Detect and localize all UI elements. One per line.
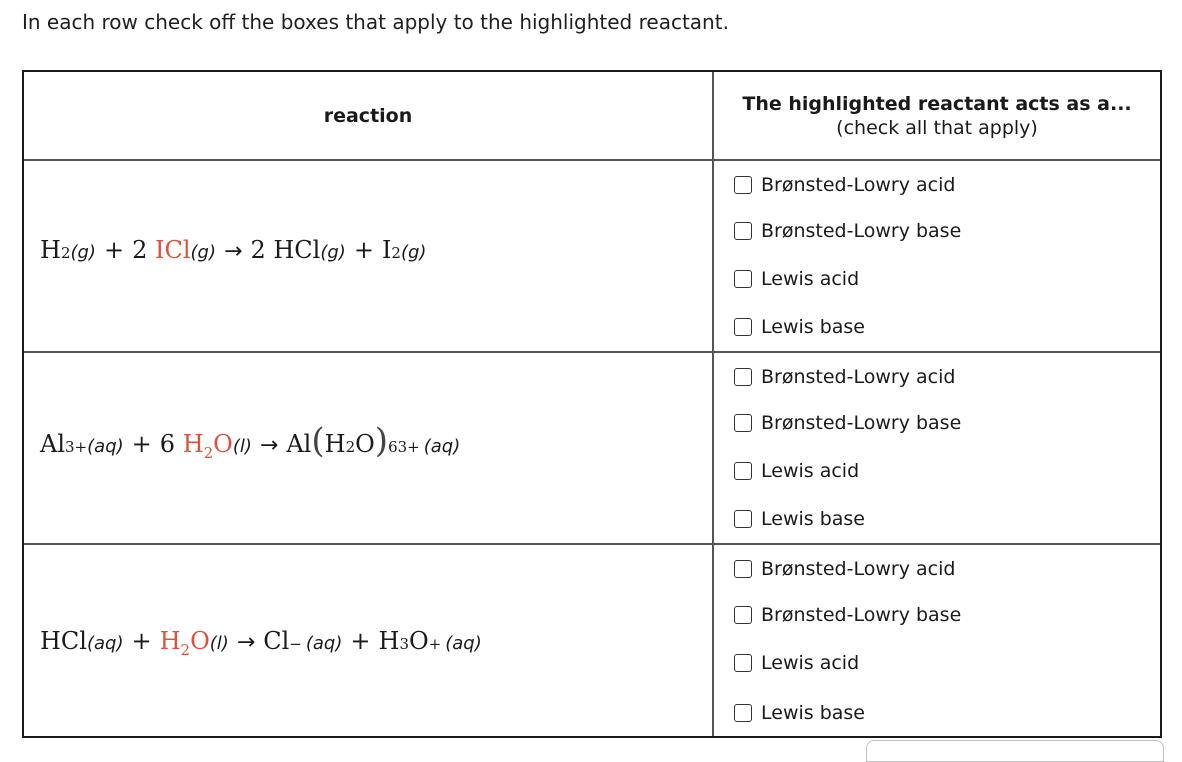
highlighted-reactant [182, 430, 233, 462]
formula-o: O [190, 627, 210, 655]
option-label: Lewis acid [761, 268, 860, 290]
option-lewis-acid[interactable] [734, 266, 859, 292]
plus: + [353, 236, 374, 264]
state: (aq) [305, 633, 343, 654]
option-label: Lewis acid [761, 460, 860, 482]
option-label: Lewis base [761, 316, 865, 338]
option-label: Brønsted-Lowry acid [761, 174, 956, 196]
coefficient: 2 [132, 236, 148, 264]
formula-cl: Cl [263, 627, 290, 655]
row-divider [24, 543, 1160, 545]
state: (g) [70, 242, 96, 263]
checkbox[interactable] [734, 368, 752, 386]
coefficient: 6 [159, 430, 176, 458]
option-label: Brønsted-Lowry base [761, 412, 962, 434]
checkbox[interactable] [734, 560, 752, 578]
formula-h: H [159, 627, 181, 655]
option-bronsted-base[interactable] [734, 218, 961, 244]
state: (aq) [445, 633, 482, 654]
checkbox[interactable] [734, 270, 752, 288]
state: (aq) [423, 436, 461, 457]
row-divider [24, 159, 1160, 161]
option-bronsted-base[interactable] [734, 602, 961, 628]
formula-o: O [213, 430, 233, 458]
option-label: Brønsted-Lowry acid [761, 558, 956, 580]
checkbox[interactable] [734, 510, 752, 528]
option-bronsted-acid[interactable] [734, 172, 955, 198]
formula-hcl: HCl [40, 627, 87, 655]
state: (l) [232, 436, 252, 457]
state: (aq) [87, 436, 124, 457]
instruction-text: In each row check off the boxes that apply to the highlighted reactant. [22, 10, 729, 34]
column-divider [712, 72, 714, 736]
formula-al: Al [40, 430, 66, 458]
reaction-table [22, 70, 1162, 738]
option-label: Brønsted-Lowry base [761, 604, 962, 626]
state: (aq) [86, 633, 124, 654]
reaction-arrow: → [236, 630, 256, 655]
formula-o: O [355, 430, 375, 458]
formula-h: H [40, 236, 61, 264]
subscript: 2 [203, 444, 214, 462]
bottom-panel-tab[interactable] [866, 740, 1164, 762]
header-reaction: reaction [323, 104, 413, 127]
option-lewis-base[interactable] [734, 700, 865, 726]
option-bronsted-base[interactable] [734, 410, 961, 436]
header-check-all: (check all that apply) [836, 116, 1038, 139]
row-divider [24, 351, 1160, 353]
header-acts-as-title: The highlighted reactant acts as a... [742, 92, 1132, 115]
formula-h: H [324, 430, 346, 458]
reaction-equation-1: H 2 (g) + 2 ICl (g) → 2 HCl (g) + I 2 (g) [40, 236, 427, 264]
plus: + [131, 430, 152, 458]
highlighted-reactant [159, 627, 210, 659]
checkbox[interactable] [734, 414, 752, 432]
checkbox[interactable] [734, 176, 752, 194]
subscript: 2 [180, 641, 191, 659]
option-lewis-base[interactable] [734, 506, 865, 532]
highlighted-reactant: ICl [155, 236, 191, 264]
option-label: Lewis base [761, 508, 865, 530]
state: (l) [209, 633, 229, 654]
formula-o: O [408, 627, 429, 655]
option-label: Brønsted-Lowry base [761, 220, 962, 242]
formula-h: H [378, 627, 400, 655]
option-lewis-acid[interactable] [734, 650, 859, 676]
reaction-arrow: → [259, 433, 279, 458]
option-label: Brønsted-Lowry acid [761, 366, 956, 388]
header-acts-as [714, 72, 1160, 159]
option-bronsted-acid[interactable] [734, 364, 955, 390]
option-lewis-acid[interactable] [734, 458, 859, 484]
formula-hcl: HCl [273, 236, 321, 264]
option-label: Lewis acid [761, 652, 860, 674]
plus: + [350, 627, 371, 655]
option-label: Lewis base [761, 702, 865, 724]
checkbox[interactable] [734, 606, 752, 624]
checkbox[interactable] [734, 654, 752, 672]
state: (g) [400, 242, 427, 263]
option-bronsted-acid[interactable] [734, 556, 955, 582]
checkbox[interactable] [734, 318, 752, 336]
coefficient: 2 [250, 236, 266, 264]
option-lewis-base[interactable] [734, 314, 865, 340]
formula-i: I [381, 236, 392, 264]
reaction-equation-3: HCl (aq) + $H_2O$ (l) → Cl − (aq) + H 3 O + (aq) [40, 627, 482, 659]
plus: + [131, 627, 152, 655]
checkbox[interactable] [734, 462, 752, 480]
formula-al: Al [286, 430, 312, 458]
plus: + [103, 236, 125, 264]
checkbox[interactable] [734, 222, 752, 240]
reaction-equation-2: Al 3+ (aq) + 6 $H_2O$ (l) → Al ( H 2 O ) 6 3+ (aq) [40, 421, 461, 462]
state: (g) [320, 242, 346, 263]
formula-h: H [182, 430, 204, 458]
checkbox[interactable] [734, 704, 752, 722]
reaction-arrow: → [224, 239, 243, 264]
state: (g) [190, 242, 217, 263]
